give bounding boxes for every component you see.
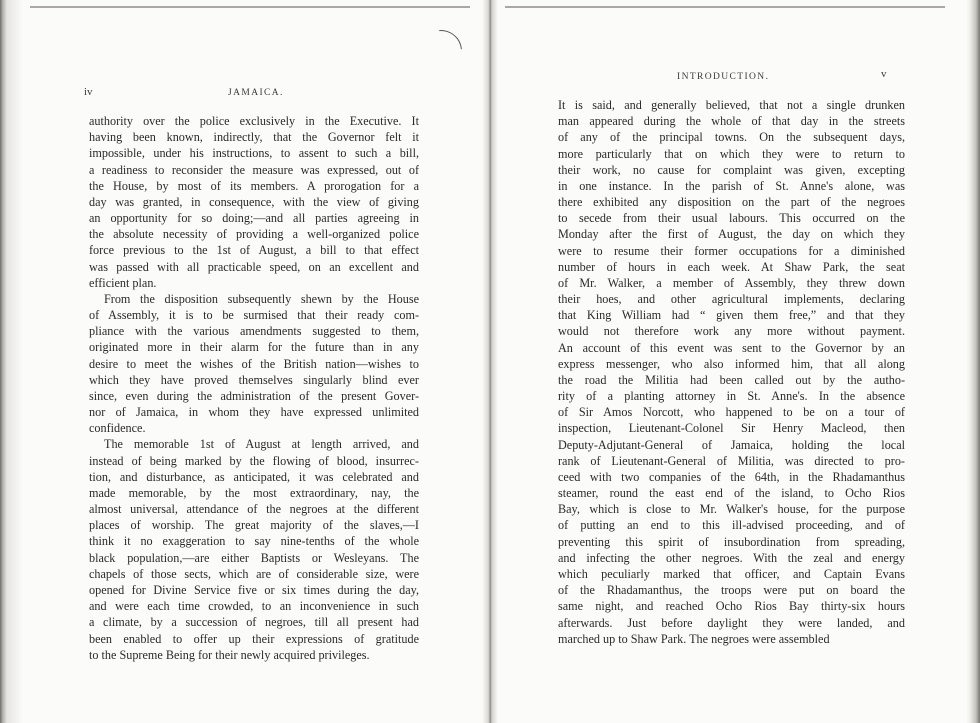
text-line: ceed with two companies of the 64th, in the Rhadamanthus [558,469,905,484]
text-line: It is said, and generally believed, that not a single drunken [558,98,905,112]
text-line: instead of being marked by the flowing of blood, insurrec- [89,453,419,468]
text-line: impossible, under his instructions, to assent to such a bill, [89,146,419,161]
text-line: efficient plan. [89,275,157,290]
text-line: their hoes, and other agricultural implements, declaring [558,292,905,307]
text-line: nor of Jamaica, in whom they have expressed unlimited [89,405,419,420]
text-line: more particularly that on which they were to return to [558,146,905,161]
text-line: an opportunity for so doing;—and all parties agreeing in [89,211,419,226]
text-line: Bay, which is close to Mr. Walker's house, for the purpose [558,502,905,517]
right-top-rule [505,6,945,8]
text-line: in one instance. In the parish of St. Anne's alone, was [558,178,905,193]
left-page-text [89,113,419,663]
text-line: their work, no cause for complaint was given, excepting [558,162,905,177]
text-line: pliance with the various amendments suggested to them, [89,324,419,339]
right-page-number: v [881,68,887,80]
text-line: of Sir Amos Norcott, who happened to be on a tour of [558,405,905,420]
right-running-head: INTRODUCTION. [677,72,770,82]
text-line: preventing this spirit of insubordination from spreading, [558,534,905,549]
text-line: steamer, round the east end of the island, to Ocho Rios [558,486,905,501]
text-line: having been known, indirectly, that the Governor felt it [89,130,419,145]
text-line: and were each time crowded, to an inconvenience in such [89,599,419,614]
text-line: afterwards. Just before daylight they were landed, and [558,615,905,630]
text-line: day was granted, in consequence, with the view of giving [89,194,419,209]
text-line: rity of a planting attorney in St. Anne's. In the absence [558,389,905,404]
text-line: there exhibited any disposition on the part of the negroes [558,195,905,210]
right-book-edge [966,0,980,723]
text-line: the absolute necessity of providing a well-organized police [89,227,419,242]
text-line: a readiness to reconsider the measure was expressed, out of [89,162,419,177]
text-line: same night, and reached Ocho Rios Bay thirty-six hours [558,599,905,614]
text-line: would not therefore work any more without payment. [558,324,905,339]
text-line: of the Rhadamanthus, the troops were put on board the [558,583,905,598]
text-line: of any of the principal towns. On the subsequent days, [558,130,905,145]
text-line: the road the Militia had been called out by the autho- [558,372,905,387]
left-top-rule [30,6,470,8]
text-line: From the disposition subsequently shewn by the House [104,291,419,306]
text-line: since, even during the administration of the present Gover- [89,388,419,403]
text-line: Monday after the first of August, the day on which they [558,227,905,242]
text-line: force previous to the 1st of August, a bill to that effect [89,243,419,258]
text-line: confidence. [89,421,146,436]
text-line: which they have proved themselves singularly blind ever [89,372,419,387]
text-line: inspection, Lieutenant-Colonel Sir Henry Macleod, then [558,421,905,436]
text-line: number of hours in each week. At Shaw Park, the seat [558,259,905,274]
text-line: to the Supreme Being for their newly acquired privileges. [89,647,370,662]
text-line: been enabled to offer up their expressions of gratitude [89,631,419,646]
text-line: the House, by most of its members. A prorogation for a [89,178,419,193]
text-line: marched up to Shaw Park. The negroes were assembled [558,631,830,646]
text-line: that King William had “ given them free,” and that they [558,308,905,323]
text-line: rank of Lieutenant-General of Militia, was directed to pro- [558,453,905,468]
book-gutter [482,0,498,723]
text-line: a climate, by a succession of negroes, till all present had [89,615,419,630]
text-line: express messenger, who also informed him, that all along [558,356,905,371]
text-line: made memorable, by the most extraordinary, nay, the [89,485,419,500]
text-line: tion, and disturbance, as anticipated, it was celebrated and [89,469,419,484]
text-line: places of worship. The great majority of the slaves,—I [89,518,419,533]
right-page-text [558,97,905,647]
text-line: authority over the police exclusively in the Executive. It [89,114,419,128]
text-line: chapels of those sects, which are of considerable size, were [89,566,419,581]
text-line: of Assembly, it is to be surmised that their ready com- [89,308,419,323]
text-line: almost universal, attendance of the negroes at the different [89,502,419,517]
text-line: to secede from their usual labours. This occurred on the [558,211,905,226]
text-line: man appeared during the whole of that day in the streets [558,114,905,129]
text-line: which peculiarly marked that officer, and Captain Evans [558,566,905,581]
text-line: and infecting the other negroes. With the zeal and energy [558,550,905,565]
text-line: black population,—are either Baptists or Wesleyans. The [89,550,419,565]
text-line: An account of this event was sent to the Governor by an [558,340,905,355]
text-line: opened for Divine Service five or six times during the day, [89,582,419,597]
text-line: of Mr. Walker, a member of Assembly, they threw down [558,275,905,290]
text-line: desire to meet the wishes of the British nation—wishes to [89,356,419,371]
text-line: were to resume their former occupations for a diminished [558,243,905,258]
text-line: originated more in their alarm for the future than in any [89,340,419,355]
left-running-head: JAMAICA. [228,88,284,98]
text-line: The memorable 1st of August at length arrived, and [104,437,419,452]
left-page-number: iv [84,86,93,98]
text-line: of putting an end to this ill-advised proceeding, and of [558,518,905,533]
text-line: Deputy-Adjutant-General of Jamaica, holding the local [558,437,905,452]
text-line: was passed with all practicable speed, on an excellent and [89,259,419,274]
left-book-edge [0,0,22,723]
text-line: think it no exaggeration to say nine-tenths of the whole [89,534,419,549]
